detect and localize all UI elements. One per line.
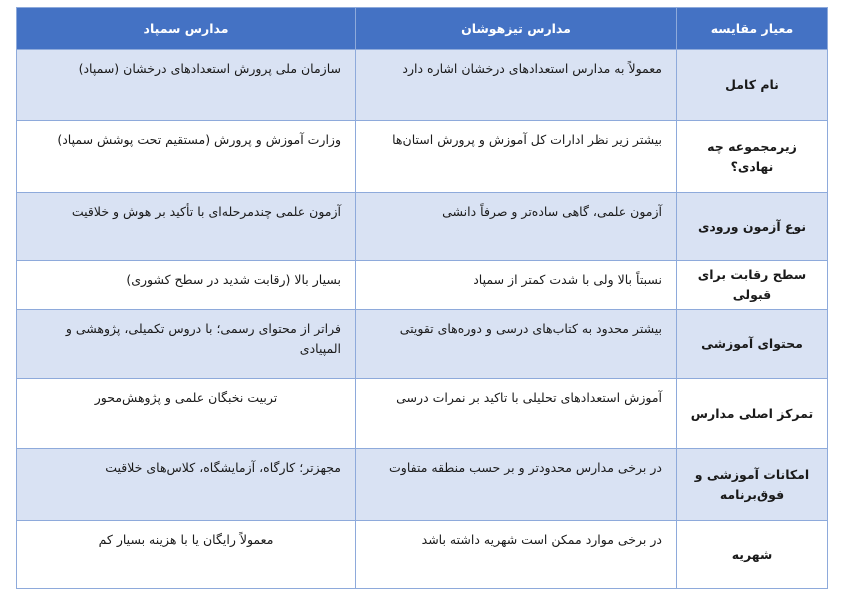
row-tizhooshan-value: آموزش استعدادهای تحلیلی با تاکید بر نمرات درسی xyxy=(356,379,677,449)
header-tizhooshan: مدارس تیزهوشان xyxy=(356,8,677,50)
row-criterion: سطح رقابت برای قبولی xyxy=(677,261,828,310)
row-tizhooshan-value: آزمون علمی، گاهی ساده‌تر و صرفاً دانشی xyxy=(356,193,677,261)
table-row xyxy=(17,379,828,449)
row-criterion: نام کامل xyxy=(677,50,828,121)
row-tizhooshan-value: در برخی موارد ممکن است شهریه داشته باشد xyxy=(356,521,677,589)
row-sampad-value: وزارت آموزش و پرورش (مستقیم تحت پوشش سمپاد) xyxy=(17,121,356,193)
table-row xyxy=(17,521,828,589)
row-criterion: تمرکز اصلی مدارس xyxy=(677,379,828,449)
table-header-row xyxy=(17,8,828,50)
header-criterion: معیار مقایسه xyxy=(677,8,828,50)
row-tizhooshan-value: در برخی مدارس محدودتر و بر حسب منطقه متفاوت xyxy=(356,449,677,521)
table-row xyxy=(17,310,828,379)
table-row xyxy=(17,121,828,193)
table-row xyxy=(17,261,828,310)
row-criterion: محتوای آموزشی xyxy=(677,310,828,379)
row-criterion: امکانات آموزشی و فوق‌برنامه xyxy=(677,449,828,521)
row-sampad-value: مجهزتر؛ کارگاه، آزمایشگاه، کلاس‌های خلاقیت xyxy=(17,449,356,521)
comparison-table xyxy=(16,7,828,589)
row-sampad-value: بسیار بالا (رقابت شدید در سطح کشوری) xyxy=(17,261,356,310)
row-criterion: زیرمجموعه چه نهادی؟ xyxy=(677,121,828,193)
table-row xyxy=(17,449,828,521)
table-row xyxy=(17,193,828,261)
row-sampad-value: تربیت نخبگان علمی و پژوهش‌محور xyxy=(17,379,356,449)
table-row xyxy=(17,50,828,121)
row-sampad-value: آزمون علمی چندمرحله‌ای با تأکید بر هوش و خلاقیت xyxy=(17,193,356,261)
row-tizhooshan-value: نسبتاً بالا ولی با شدت کمتر از سمپاد xyxy=(356,261,677,310)
row-sampad-value: معمولاً رایگان یا با هزینه بسیار کم xyxy=(17,521,356,589)
row-tizhooshan-value: بیشتر محدود به کتاب‌های درسی و دوره‌های تقویتی xyxy=(356,310,677,379)
row-sampad-value: سازمان ملی پرورش استعدادهای درخشان (سمپاد) xyxy=(17,50,356,121)
row-sampad-value: فراتر از محتوای رسمی؛ با دروس تکمیلی، پژوهشی و المپیادی xyxy=(17,310,356,379)
comparison-table-container xyxy=(16,7,827,589)
row-criterion: نوع آزمون ورودی xyxy=(677,193,828,261)
header-sampad: مدارس سمپاد xyxy=(17,8,356,50)
row-criterion: شهریه xyxy=(677,521,828,589)
row-tizhooshan-value: معمولاً به مدارس استعدادهای درخشان اشاره دارد xyxy=(356,50,677,121)
row-tizhooshan-value: بیشتر زیر نظر ادارات کل آموزش و پرورش استان‌ها xyxy=(356,121,677,193)
